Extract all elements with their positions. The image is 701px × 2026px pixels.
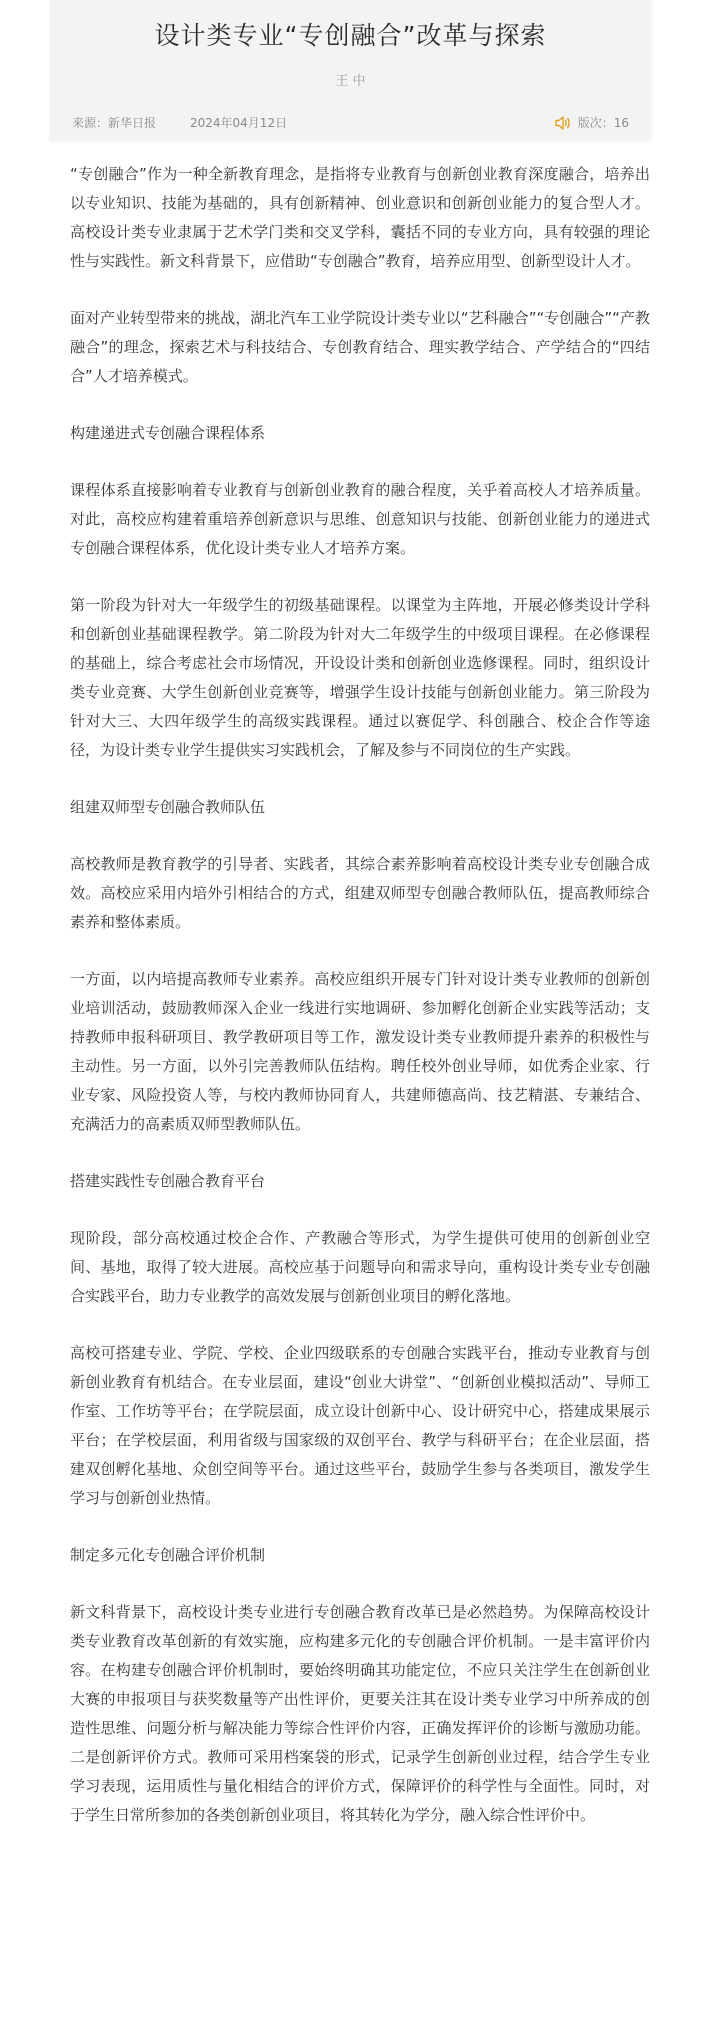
article-author: 王 中 <box>335 74 366 89</box>
paragraph: “专创融合”作为一种全新教育理念，是指将专业教育与创新创业教育深度融合，培养出以专业知识、技能为基础的，具有创新精神、创业意识和创新创业能力的复合型人才。高校设计类专业隶属于艺术学门类和交叉学科，囊括不同的专业方向，具有较强的理论性与实践性。新文科背景下，应借助“专创融合”教育，培养应用型、创新型设计人才。 <box>70 165 650 270</box>
article-body <box>70 160 650 1858</box>
publish-date: 2024年04月12日 <box>190 116 288 130</box>
paragraph: 高校可搭建专业、学院、学校、企业四级联系的专创融合实践平台，推动专业教育与创新创业教育有机结合。在专业层面，建设“创业大讲堂”、“创新创业模拟活动”、导师工作室、工作坊等平台；在学院层面，成立设计创新中心、设计研究中心，搭建成果展示平台；在学校层面，利用省级与国家级的双创平台、教学与科研平台；在企业层面，搭建双创孵化基地、众创空间等平台。通过这些平台，鼓励学生参与各类项目，激发学生学习与创新创业热情。 <box>70 1344 650 1507</box>
edition-label: 版次：16 <box>577 116 629 130</box>
paragraph: 新文科背景下，高校设计类专业进行专创融合教育改革已是必然趋势。为保障高校设计类专业教育改革创新的有效实施，应构建多元化的专创融合评价机制。一是丰富评价内容。在构建专创融合评价机制时，要始终明确其功能定位，不应只关注学生在创新创业大赛的申报项目与获奖数量等产出性评价，更要关注其在设计类专业学习中所养成的创造性思维、问题分析与解决能力等综合性评价内容，正确发挥评价的诊断与激励功能。二是创新评价方式。教师可采用档案袋的形式，记录学生创新创业过程，结合学生专业学习表现，运用质性与量化相结合的评价方式，保障评价的科学性与全面性。同时，对于学生日常所参加的各类创新创业项目，将其转化为学分，融入综合性评价中。 <box>70 1603 650 1824</box>
paragraph: 高校教师是教育教学的引导者、实践者，其综合素养影响着高校设计类专业专创融合成效。高校应采用内培外引相结合的方式，组建双师型专创融合教师队伍，提高教师综合素养和整体素质。 <box>70 855 650 931</box>
edition-info <box>554 114 629 131</box>
paragraph: 第一阶段为针对大一年级学生的初级基础课程。以课堂为主阵地，开展必修类设计学科和创新创业基础课程教学。第二阶段为针对大二年级学生的中级项目课程。在必修课程的基础上，综合考虑社会市场情况，开设设计类和创新创业选修课程。同时，组织设计类专业竞赛、大学生创新创业竞赛等，增强学生设计技能与创新创业能力。第三阶段为针对大三、大四年级学生的高级实践课程。通过以赛促学、科创融合、校企合作等途径，为设计类专业学生提供实习实践机会，了解及参与不同岗位的生产实践。 <box>70 596 650 759</box>
section-heading: 组建双师型专创融合教师队伍 <box>70 798 266 816</box>
speaker-icon[interactable] <box>554 115 572 131</box>
section-heading: 制定多元化专创融合评价机制 <box>70 1546 266 1564</box>
paragraph: 面对产业转型带来的挑战，湖北汽车工业学院设计类专业以“艺科融合”“专创融合”“产教融合”的理念，探索艺术与科技结合、专创教育结合、理实教学结合、产学结合的“四结合”人才培养模式。 <box>70 309 650 385</box>
section-heading: 搭建实践性专创融合教育平台 <box>70 1172 266 1190</box>
article-title: 设计类专业“专创融合”改革与探索 <box>154 21 547 50</box>
source-label: 来源：新华日报 <box>72 116 157 130</box>
article-header <box>50 0 651 140</box>
section-heading: 构建递进式专创融合课程体系 <box>70 424 266 442</box>
article-meta <box>72 114 629 136</box>
paragraph: 课程体系直接影响着专业教育与创新创业教育的融合程度，关乎着高校人才培养质量。对此，高校应构建着重培养创新意识与思维、创意知识与技能、创新创业能力的递进式专创融合课程体系，优化设计类专业人才培养方案。 <box>70 481 650 557</box>
paragraph: 现阶段，部分高校通过校企合作、产教融合等形式，为学生提供可使用的创新创业空间、基地，取得了较大进展。高校应基于问题导向和需求导向，重构设计类专业专创融合实践平台，助力专业教学的高效发展与创新创业项目的孵化落地。 <box>70 1229 650 1305</box>
paragraph: 一方面，以内培提高教师专业素养。高校应组织开展专门针对设计类专业教师的创新创业培训活动，鼓励教师深入企业一线进行实地调研、参加孵化创新企业实践等活动；支持教师申报科研项目、教学教研项目等工作，激发设计类专业教师提升素养的积极性与主动性。另一方面，以外引完善教师队伍结构。聘任校外创业导师，如优秀企业家、行业专家、风险投资人等，与校内教师协同育人，共建师德高尚、技艺精湛、专兼结合、充满活力的高素质双师型教师队伍。 <box>70 970 650 1133</box>
